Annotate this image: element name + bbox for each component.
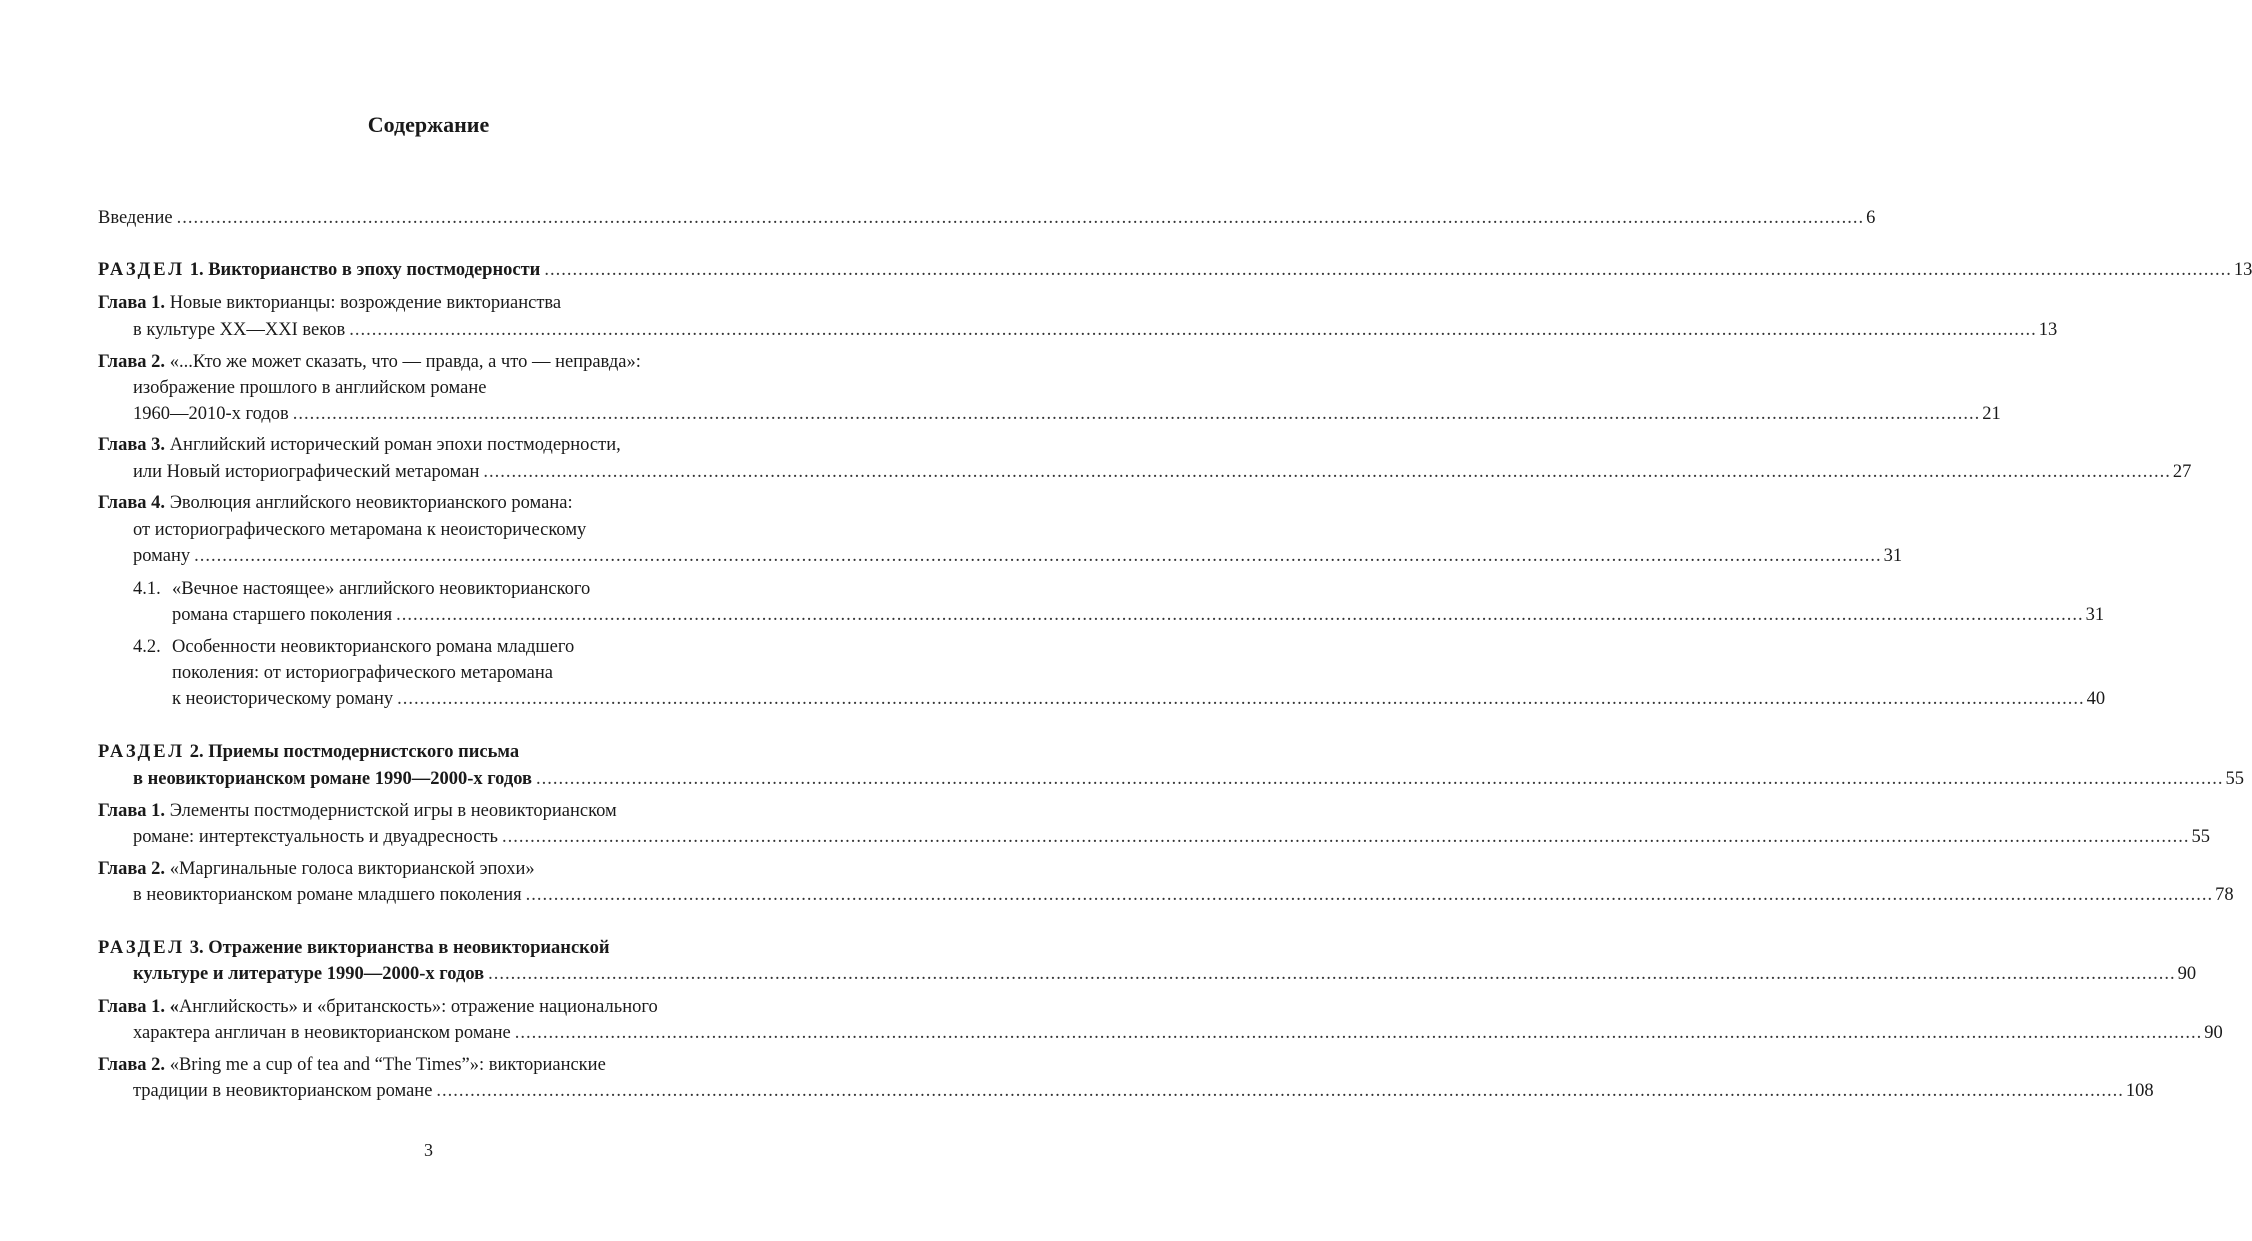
toc-entry-label: Введение bbox=[98, 208, 173, 228]
dot-leader: ............................................................................................................................................................................................................................................................................................................ bbox=[544, 260, 2232, 280]
subsection-title-line: Особенности неовикторианского романа младшего bbox=[172, 637, 575, 657]
toc-page-number: 90 bbox=[2204, 1023, 2223, 1043]
dot-leader: ............................................................................................................................................................................................................................................................................................................ bbox=[501, 827, 2190, 847]
section-word: РАЗДЕЛ bbox=[98, 742, 186, 762]
chapter-title-line: «Маргинальные голоса викторианской эпохи» bbox=[169, 859, 535, 879]
dot-leader: ............................................................................................................................................................................................................................................................................................................ bbox=[536, 769, 2224, 789]
page-number: 3 bbox=[424, 1140, 433, 1160]
toc-chapter-2-1[interactable] bbox=[98, 800, 757, 822]
chapter-title-line: традиции в неовикторианском романе bbox=[133, 1081, 433, 1101]
chapter-title-line: Эволюция английского неовикторианского романа: bbox=[169, 493, 573, 513]
section-title: культуре и литературе 1990—2000-х годов bbox=[133, 964, 485, 984]
chapter-title-line: изображение прошлого в английском романе bbox=[133, 378, 487, 398]
toc-chapter-1-3-cont[interactable] bbox=[133, 461, 2192, 483]
dot-leader: ............................................................................................................................................................................................................................................................................................................ bbox=[194, 546, 1882, 566]
toc-section-2[interactable] bbox=[98, 741, 757, 763]
toc-page-number: 27 bbox=[2172, 462, 2192, 482]
toc-chapter-2-1-cont[interactable] bbox=[133, 826, 2210, 848]
toc-entry-introduction[interactable] bbox=[98, 207, 1876, 229]
chapter-title-line: Элементы постмодернистской игры в неовикторианском bbox=[169, 801, 617, 821]
toc-chapter-1-4-cont[interactable] bbox=[133, 545, 1903, 567]
dot-leader: ............................................................................................................................................................................................................................................................................................................ bbox=[397, 689, 2085, 709]
toc-chapter-3-1[interactable] bbox=[98, 996, 757, 1018]
toc-chapter-1-2[interactable] bbox=[98, 351, 757, 373]
chapter-label: Глава 2. bbox=[98, 1055, 166, 1075]
dot-leader: ............................................................................................................................................................................................................................................................................................................ bbox=[514, 1023, 2203, 1043]
toc-page-number: 31 bbox=[2085, 605, 2105, 625]
toc-chapter-2-2-cont[interactable] bbox=[133, 884, 2234, 906]
section-number: 1. bbox=[189, 260, 204, 280]
chapter-title-line: в неовикторианском романе младшего поколения bbox=[133, 885, 522, 905]
toc-page-number: 78 bbox=[2215, 885, 2234, 905]
toc-page-number: 108 bbox=[2125, 1081, 2154, 1101]
toc-chapter-1-2-cont bbox=[133, 377, 757, 399]
chapter-title-line: в культуре XX—XXI веков bbox=[133, 320, 346, 340]
section-word: РАЗДЕЛ bbox=[98, 938, 186, 958]
chapter-label: Глава 1. bbox=[98, 801, 166, 821]
subsection-title-line: поколения: от историографического метаромана bbox=[172, 663, 553, 683]
subsection-title-line: к неоисторическому роману bbox=[172, 689, 394, 709]
toc-chapter-2-2[interactable] bbox=[98, 858, 757, 880]
section-title: Приемы постмодернистского письма bbox=[208, 742, 520, 762]
toc-page-number: 55 bbox=[2225, 769, 2245, 789]
toc-chapter-1-3[interactable] bbox=[98, 434, 757, 456]
dot-leader: ............................................................................................................................................................................................................................................................................................................ bbox=[488, 964, 2176, 984]
toc-subsection-4-2[interactable] bbox=[133, 636, 757, 658]
toc-chapter-1-1[interactable] bbox=[98, 292, 757, 314]
dot-leader: ............................................................................................................................................................................................................................................................................................................ bbox=[483, 462, 2171, 482]
toc-page-number: 13 bbox=[2233, 260, 2252, 280]
dot-leader: ............................................................................................................................................................................................................................................................................................................ bbox=[349, 320, 2037, 340]
toc-subsection-4-2-cont bbox=[172, 662, 757, 684]
chapter-title-line: «...Кто же может сказать, что — правда, а что — неправда»: bbox=[169, 352, 641, 372]
dot-leader: ............................................................................................................................................................................................................................................................................................................ bbox=[176, 208, 1865, 228]
chapter-label: Глава 2. bbox=[98, 859, 166, 879]
chapter-title-line: Английский исторический роман эпохи постмодерности, bbox=[169, 435, 621, 455]
chapter-title-line: от историографического метаромана к неоисторическому bbox=[133, 520, 587, 540]
toc-subsection-4-1[interactable] bbox=[133, 578, 757, 600]
page-title: Содержание bbox=[367, 112, 490, 137]
section-title: Отражение викторианства в неовикторианской bbox=[208, 938, 610, 958]
section-title: Викторианство в эпоху постмодерности bbox=[208, 260, 541, 280]
chapter-title-line: характера англичан в неовикторианском романе bbox=[133, 1023, 511, 1043]
toc-page-number: 31 bbox=[1883, 546, 1903, 566]
section-word: РАЗДЕЛ bbox=[98, 260, 186, 280]
chapter-label: Глава 3. bbox=[98, 435, 166, 455]
chapter-title-line: роману bbox=[133, 546, 191, 566]
chapter-title-line: Новые викторианцы: возрождение викторианства bbox=[169, 293, 562, 313]
section-title: в неовикторианском романе 1990—2000-х годов bbox=[133, 769, 533, 789]
section-number: 3. bbox=[189, 938, 204, 958]
chapter-label: Глава 1. « bbox=[98, 997, 179, 1017]
chapter-title-line: «Bring me a cup of tea and “The Times”»: викторианские bbox=[169, 1055, 606, 1075]
toc-chapter-1-2-cont[interactable] bbox=[133, 403, 2001, 425]
chapter-label: Глава 1. bbox=[98, 293, 166, 313]
subsection-number: 4.1. bbox=[133, 579, 161, 599]
toc-page-number: 13 bbox=[2038, 320, 2058, 340]
toc-chapter-1-1-cont[interactable] bbox=[133, 319, 2058, 341]
dot-leader: ............................................................................................................................................................................................................................................................................................................ bbox=[396, 605, 2084, 625]
toc-chapter-3-2[interactable] bbox=[98, 1054, 757, 1076]
subsection-number: 4.2. bbox=[133, 637, 161, 657]
chapter-label: Глава 4. bbox=[98, 493, 166, 513]
subsection-title-line: романа старшего поколения bbox=[172, 605, 393, 625]
chapter-label: Глава 2. bbox=[98, 352, 166, 372]
toc-section-3-cont[interactable] bbox=[133, 963, 2197, 985]
toc-chapter-1-4[interactable] bbox=[98, 492, 757, 514]
toc-page-number: 6 bbox=[1866, 208, 1876, 228]
subsection-title-line: «Вечное настоящее» английского неовикторианского bbox=[172, 579, 591, 599]
chapter-title-line: 1960—2010-х годов bbox=[133, 404, 289, 424]
chapter-title-line: или Новый историографический метароман bbox=[133, 462, 480, 482]
toc-subsection-4-1-cont[interactable] bbox=[172, 604, 2105, 626]
toc-page-number: 40 bbox=[2086, 689, 2106, 709]
toc-section-2-cont[interactable] bbox=[133, 768, 2245, 790]
toc-chapter-3-2-cont[interactable] bbox=[133, 1080, 2154, 1102]
chapter-title-line: романе: интертекстуальность и двуадресность bbox=[133, 827, 498, 847]
toc-chapter-3-1-cont[interactable] bbox=[133, 1022, 2223, 1044]
dot-leader: ............................................................................................................................................................................................................................................................................................................ bbox=[292, 404, 1981, 424]
toc-section-3[interactable] bbox=[98, 937, 757, 959]
section-number: 2. bbox=[189, 742, 204, 762]
toc-page-number: 90 bbox=[2177, 964, 2197, 984]
toc-subsection-4-2-cont[interactable] bbox=[172, 688, 2106, 710]
dot-leader: ............................................................................................................................................................................................................................................................................................................ bbox=[525, 885, 2214, 905]
toc-page-number: 21 bbox=[1982, 404, 2001, 424]
toc-page-number: 55 bbox=[2191, 827, 2210, 847]
toc-section-1[interactable] bbox=[98, 259, 2252, 281]
dot-leader: ............................................................................................................................................................................................................................................................................................................ bbox=[436, 1081, 2124, 1101]
chapter-title-line: Английскость» и «британскость»: отражение национального bbox=[178, 997, 658, 1017]
toc-chapter-1-4-cont bbox=[133, 519, 757, 541]
